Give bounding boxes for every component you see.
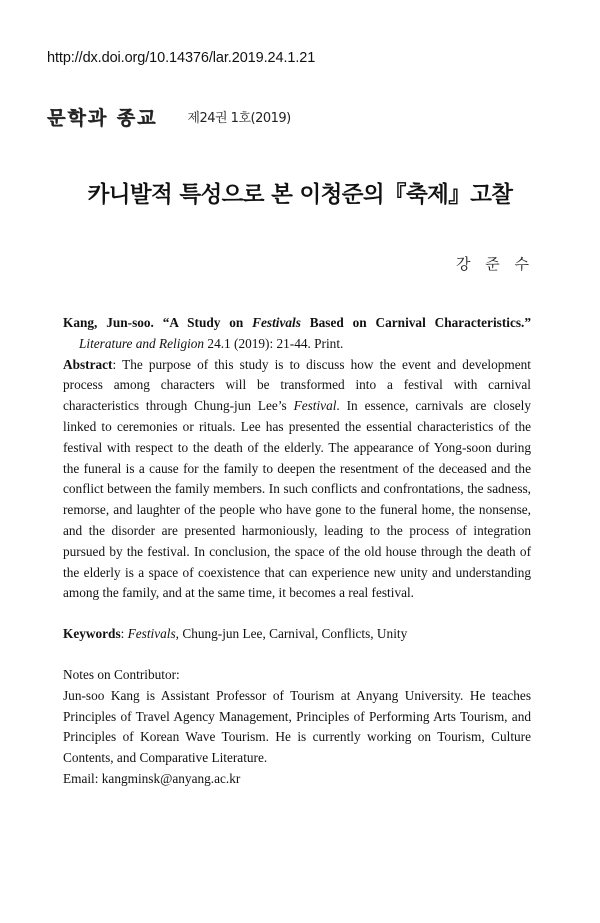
doi-link[interactable]: http://dx.doi.org/10.14376/lar.2019.24.1.21 bbox=[47, 50, 316, 66]
keywords-list: , Chung-jun Lee, Carnival, Conflicts, Unity bbox=[175, 626, 408, 642]
keywords-label: Keywords bbox=[63, 626, 121, 642]
keyword-italic: Festivals bbox=[127, 626, 176, 642]
citation-authors: Kang, Jun-soo. bbox=[63, 315, 154, 330]
article-body bbox=[63, 313, 531, 790]
contributor-bio: Jun-soo Kang is Assistant Professor of Tourism at Anyang University. He teaches Principles of Travel Agency Management, Principles of Performing Arts Tourism, and Principles of Korean Wave Tourism. He is currently working on Tourism, Culture Contents, and Comparative Literature. bbox=[63, 687, 531, 766]
issue-number: 제24권 1호(2019) bbox=[187, 110, 291, 126]
citation bbox=[63, 313, 531, 355]
citation-details: 24.1 (2019): 21-44. Print. bbox=[204, 335, 344, 351]
citation-title: “A Study on Festivals Based on Carnival Characteristics.” bbox=[162, 315, 531, 330]
abstract-text-post: . In essence, carnivals are closely linked to ceremonies or rituals. Lee has presented the essential characteristics of the festival with respect to the death of the elderly. The appearance of Yong-soon during the funeral is a cause for the family to deepen the resentment of the deceased and the conflict between the family members. In such conflicts and confrontations, the sadness, remorse, and laughter of the people who have gone to the funeral home, the nonsense, and the disorder are presented harmoniously, leading to the process of integration pursued by the festival. In conclusion, the space of the old house through the death of the elderly is a space of coexistence that can experience new unity and understanding among the family, and at the same time, it becomes a real festival. bbox=[63, 398, 531, 601]
abstract bbox=[63, 355, 531, 605]
citation-journal: Literature and Religion bbox=[79, 335, 205, 351]
contributor-notes bbox=[63, 665, 531, 790]
journal-header bbox=[47, 103, 291, 129]
abstract-label: Abstract bbox=[63, 356, 113, 372]
article-title: 카니발적 특성으로 본 이청준의『축제』고찰 bbox=[87, 182, 513, 208]
contributor-heading: Notes on Contributor: bbox=[63, 666, 180, 682]
abstract-text-pre: : The purpose of this study is to discuss how the event and development process among characters will be transformed into a festival with carnival characteristics through Chung-jun Lee’s bbox=[63, 356, 531, 414]
abstract-text-italic: Festival bbox=[293, 398, 337, 414]
journal-logo: 문학과 종교 bbox=[47, 106, 158, 129]
author-name: 강 준 수 bbox=[455, 255, 534, 273]
contributor-email[interactable]: Email: kangminsk@anyang.ac.kr bbox=[63, 770, 241, 786]
keywords: Keywords: Festivals, Chung-jun Lee, Carnival, Conflicts, Unity bbox=[63, 626, 408, 642]
